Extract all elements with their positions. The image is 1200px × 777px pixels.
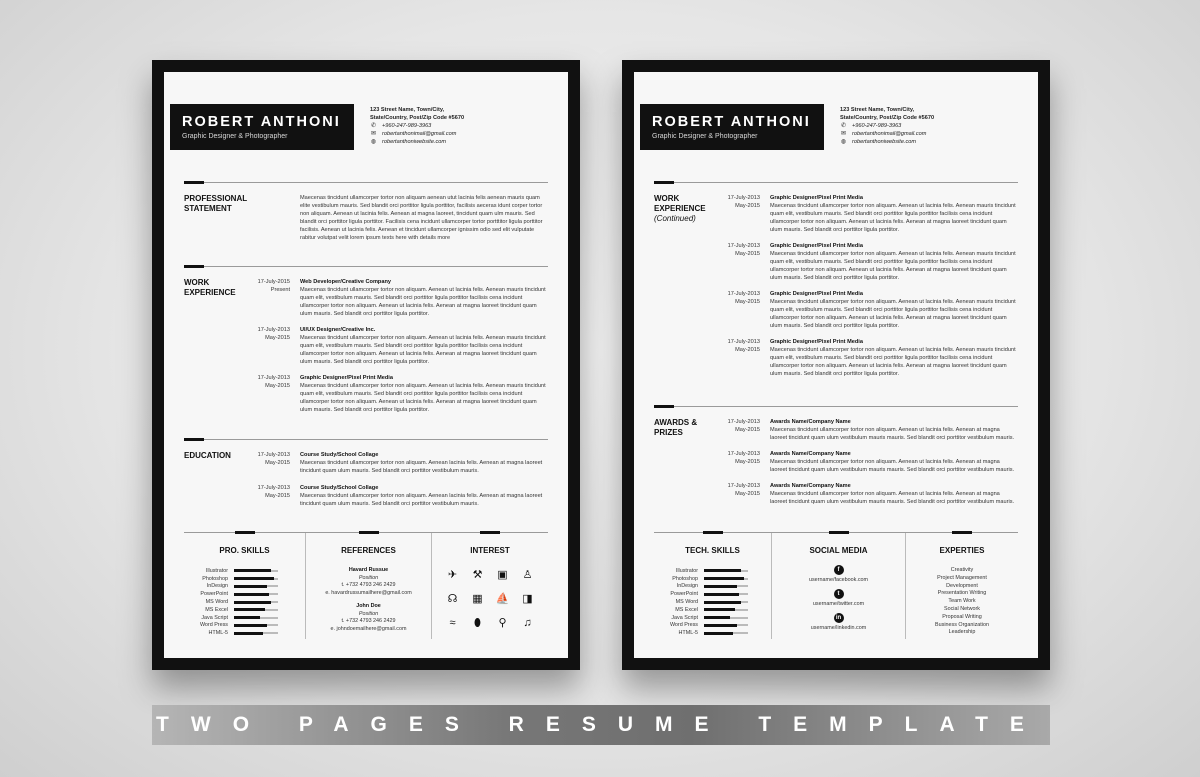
skill-bar <box>234 609 278 611</box>
skill-bar <box>704 632 748 634</box>
facebook-icon: f <box>834 565 844 575</box>
globe-icon: ◍ <box>370 139 377 145</box>
skill-bar-fill <box>704 593 739 596</box>
skill-row: Word Press <box>184 622 305 630</box>
candidate-name: ROBERT ANTHONI <box>182 114 341 130</box>
email-icon: ✉ <box>840 131 847 137</box>
skill-bar <box>704 617 748 619</box>
skill-bar-fill <box>704 585 737 588</box>
skill-bar <box>234 585 278 587</box>
social-handle: username/twitter.com <box>812 601 865 607</box>
skill-bar-fill <box>234 601 271 604</box>
candidate-title: Graphic Designer & Photographer <box>182 133 288 140</box>
skill-row: Illustrator <box>184 567 305 575</box>
phone-text: +960-247-989-3963 <box>382 123 432 129</box>
dumbbell-icon: ⚒ <box>472 569 483 581</box>
references-column: REFERENCES Havard Russue Position t. +732 4793 246 2429 e. havardrussumailhere@gmail.com John Doe Position t. +732 4793 246 2429 e. johndoemailhere@gmail.com <box>305 533 431 639</box>
swimming-icon: ≈ <box>449 617 456 629</box>
address-line-1: 123 Street Name, Town/City, <box>840 107 915 113</box>
skill-bar-fill <box>704 624 737 627</box>
skill-row: Photoshop <box>184 575 305 583</box>
expertise-item: Leadership <box>948 629 976 636</box>
social-handle: username/facebook.com <box>808 577 869 583</box>
video-icon: ◨ <box>522 593 533 605</box>
globe-icon: ◍ <box>840 139 847 145</box>
candidate-name: ROBERT ANTHONI <box>652 114 811 130</box>
email-text: robertanthonimail@gmail.com <box>852 131 927 137</box>
phone-text: +960-247-989-3963 <box>852 123 902 129</box>
name-banner <box>170 104 354 150</box>
column-title: TECH. SKILLS <box>685 546 740 555</box>
section-title: EDUCATION <box>184 451 231 460</box>
expertise-item: Presentation Writing <box>937 590 987 597</box>
section-title: AWARDS & PRIZES <box>654 418 698 437</box>
resume-page-2 <box>622 60 1050 670</box>
expertise-item: Proposal Writing <box>942 613 982 620</box>
skill-row: MS Excel <box>654 606 771 614</box>
section-divider <box>654 406 1018 407</box>
skill-bar <box>234 570 278 572</box>
skill-bar-fill <box>234 624 267 627</box>
template-caption: TWO PAGES RESUME TEMPLATE <box>152 705 1050 745</box>
skill-row: MS Word <box>184 598 305 606</box>
linkedin-icon: in <box>834 613 844 623</box>
kayak-icon: ⛵ <box>495 593 510 605</box>
reference-name: Havard Russue <box>348 567 389 573</box>
skill-row: Illustrator <box>654 567 771 575</box>
skill-bar-fill <box>704 608 735 611</box>
airplane-icon: ✈ <box>447 569 458 581</box>
skill-row: MS Word <box>654 598 771 606</box>
name-banner <box>640 104 824 150</box>
bowling-icon: ♙ <box>522 569 533 581</box>
phone-icon: ✆ <box>840 123 847 129</box>
bottom-strip <box>184 532 548 644</box>
section-work: WORK EXPERIENCE 17-July-2015 Present Web Developer/Creative Company Maecenas tincidunt ullamcorper tortor non aliquam. Aenean ut lacinia felis. Aenean mauris tincidunt quam elit, vestibulum mauris. Sed blandit orci porttitor ligula porttitor facilisis cena incidunt ullamcorper tortor non aliquam. Aenean ut lacinia felis. Aenean at magna laoreet tincidunt quam ulum mauris. Sed blandit orci porttitor ligula porttitor. 17-July-2013 May-2015 UI/UX Designer/Creative Inc. Maecenas tincidunt ullamcorper tortor non aliquam. Aenean ut lacinia felis. Aenean mauris tincidunt quam elit, vestibulum mauris. Sed blandit orci porttitor ligula porttitor facilisis cena incidunt ullamcorper tortor non aliquam. Aenean ut lacinia felis. Aenean at magna laoreet tincidunt quam ulum mauris. Sed blandit orci porttitor ligula porttitor. 17-July-2013 May-2015 Graphic Designer/Pixel Print Media Maecenas tincidunt ullamcorper tortor non aliquam. Aenean ut lacinia felis. Aenean mauris tincidunt quam elit, vestibulum mauris. Sed blandit orci porttitor ligula porttitor facilisis cena incidunt ullamcorper tortor non aliquam. Aenean ut lacinia felis. Aenean at magna laoreet tincidunt quam ulum mauris. Sed blandit orci porttitor ligula porttitor. <box>184 266 548 436</box>
skill-bar <box>234 624 278 626</box>
section-statement <box>184 182 548 252</box>
email-icon: ✉ <box>370 131 377 137</box>
skill-row: HTML-5 <box>184 629 305 637</box>
skill-bar-fill <box>234 608 265 611</box>
expertise-item: Business Organization <box>935 621 989 628</box>
skill-bar <box>234 593 278 595</box>
column-title: SOCIAL MEDIA <box>809 546 868 555</box>
skill-bar-fill <box>234 585 267 588</box>
skill-bar <box>234 617 278 619</box>
skill-bar <box>234 578 278 580</box>
address-line-2: State/Country, Post/Zip Code #5670 <box>840 115 935 121</box>
skill-bar <box>704 585 748 587</box>
email-text: robertanthonimail@gmail.com <box>382 131 457 137</box>
address-line-1: 123 Street Name, Town/City, <box>370 107 445 113</box>
section-divider <box>654 182 1018 183</box>
skill-row: Java Script <box>654 614 771 622</box>
skill-bar-fill <box>234 632 263 635</box>
interest-column <box>431 533 548 639</box>
skill-bar <box>704 601 748 603</box>
experties-column <box>905 533 1018 639</box>
skill-row: PowerPoint <box>654 590 771 598</box>
bottom-strip <box>654 532 1018 644</box>
skill-bar-fill <box>704 569 741 572</box>
skill-bar <box>234 632 278 634</box>
skill-bar <box>704 624 748 626</box>
candidate-title: Graphic Designer & Photographer <box>652 133 758 140</box>
film-icon: ▦ <box>472 593 483 605</box>
skill-bar-fill <box>234 569 271 572</box>
skill-bar <box>704 578 748 580</box>
skill-bar <box>704 593 748 595</box>
skill-bar <box>704 609 748 611</box>
pro-skills-column <box>184 533 305 639</box>
expertise-item: Social Network <box>944 605 980 612</box>
column-title: INTEREST <box>470 546 510 555</box>
social-handle: username/linkedin.com <box>810 625 867 631</box>
section-title: PROFESSIONAL STATEMENT <box>184 194 248 213</box>
tech-skills-column <box>654 533 771 639</box>
page-sheet <box>634 72 1038 658</box>
camera-icon: ▣ <box>497 569 508 581</box>
website-text: robertanthoniwebsite.com <box>382 139 447 145</box>
column-title: EXPERTIES <box>939 546 985 555</box>
section-divider <box>184 182 548 183</box>
music-icon: ♫ <box>523 617 532 629</box>
skill-row: HTML-5 <box>654 629 771 637</box>
reference-name: John Doe <box>356 603 381 609</box>
skill-row: PowerPoint <box>184 590 305 598</box>
football-icon: ⬮ <box>474 617 481 629</box>
skill-row: Photoshop <box>654 575 771 583</box>
skill-row: InDesign <box>654 583 771 591</box>
skill-row: Word Press <box>654 622 771 630</box>
expertise-item: Team Work <box>948 598 976 605</box>
column-title: PRO. SKILLS <box>219 546 270 555</box>
page-sheet <box>164 72 568 658</box>
statement-text: Maecenas tincidunt ullamcorper tortor non aliquam aenean utut lacinia felis aenean mauris quam elite vestibulum mauris. Sed blandit orci porttitor ligula porttitor, facilisis aeceras idunt corper tortor non aliquam. Aenean ut lacinia felis. Aenean at magna laoreet, tincidunt quam ulm mauris. Sed blandit orci porttitor ligula porttitor. Facilisis cena incidunt ullamcorper tortor portttitor ligula porttitor facilisis. Aenean ut lacinia felis. Aenean et tincidunt ullamcorper ignissim odio sed elit vulputate rabitur volutpat velit lorem ipsum texts here with details more <box>300 195 543 241</box>
website-text: robertanthoniwebsite.com <box>852 139 917 145</box>
section-divider <box>184 439 548 440</box>
contact-block <box>370 106 550 146</box>
gamepad-icon: ☊ <box>447 593 458 605</box>
section-work-continued: WORK EXPERIENCE (Continued) 17-July-2013 May-2015 Graphic Designer/Pixel Print Media Maecenas tincidunt ullamcorper tortor non aliquam. Aenean ut lacinia felis. Aenean mauris tincidunt quam elit, vestibulum mauris. Sed blandit orci porttitor ligula porttitor facilisis cena incidunt ullamcorper tortor non aliquam. Aenean ut lacinia felis. Aenean at magna laoreet tincidunt quam ulum mauris. Sed blandit orci porttitor ligula porttitor. 17-July-2013 May-2015 Graphic Designer/Pixel Print Media Maecenas tincidunt ullamcorper tortor non aliquam. Aenean ut lacinia felis. Aenean mauris tincidunt quam elit, vestibulum mauris. Sed blandit orci porttitor ligula porttitor facilisis cena incidunt ullamcorper tortor non aliquam. Aenean ut lacinia felis. Aenean at magna laoreet tincidunt quam ulum mauris. Sed blandit orci porttitor ligula porttitor. 17-July-2013 May-2015 Graphic Designer/Pixel Print Media Maecenas tincidunt ullamcorper tortor non aliquam. Aenean ut lacinia felis. Aenean mauris tincidunt quam elit, vestibulum mauris. Sed blandit orci porttitor ligula porttitor facilisis cena incidunt ullamcorper tortor non aliquam. Aenean ut lacinia felis. Aenean at magna laoreet tincidunt quam ulum mauris. Sed blandit orci porttitor ligula porttitor. 17-July-2013 May-2015 Graphic Designer/Pixel Print Media Maecenas tincidunt ullamcorper tortor non aliquam. Aenean ut lacinia felis. Aenean mauris tincidunt quam elit, vestibulum mauris. Sed blandit orci porttitor ligula porttitor facilisis cena incidunt ullamcorper tortor non aliquam. Aenean ut lacinia felis. Aenean at magna laoreet tincidunt quam ulum mauris. Sed blandit orci porttitor ligula porttitor. <box>654 182 1018 407</box>
expertise-item: Project Management <box>937 574 987 581</box>
expertise-item: Creativity <box>950 567 974 573</box>
phone-icon: ✆ <box>370 123 377 129</box>
address-line-2: State/Country, Post/Zip Code #5670 <box>370 115 465 121</box>
expertise-item: Development <box>946 582 978 589</box>
skill-bar-fill <box>704 577 744 580</box>
skill-bar-fill <box>704 616 730 619</box>
skill-row: InDesign <box>184 583 305 591</box>
section-education: EDUCATION 17-July-2013 May-2015 Course Study/School Collage Maecenas tincidunt ullamcorper tortor non aliquam. Aenean lacinia felis. Aenean at magna laoreet tincidunt quam ulum mauris. Sed blandit orci porttitor vestibulum mauris. 17-July-2013 May-2015 Course Study/School Collage Maecenas tincidunt ullamcorper tortor non aliquam. Aenean lacinia felis. Aenean at magna laoreet tincidunt quam ulum mauris. Sed blandit orci porttitor vestibulum mauris. <box>184 439 548 519</box>
section-title: WORK EXPERIENCE (Continued) <box>654 194 706 223</box>
skill-bar-fill <box>234 577 274 580</box>
skill-bar <box>234 601 278 603</box>
bicycle-icon: ⚲ <box>498 617 507 629</box>
skill-row: Java Script <box>184 614 305 622</box>
section-awards: AWARDS & PRIZES 17-July-2013 May-2015 Awards Name/Company Name Maecenas tincidunt ullamcorper tortor non aliquam. Aenean ut lacinia felis. Aenean at magna laoreet tincidunt quam ulum vestibulum mauris mauris. Sed blandit orci porttitor vestibulum mauris. 17-July-2013 May-2015 Awards Name/Company Name Maecenas tincidunt ullamcorper tortor non aliquam. Aenean ut lacinia felis. Aenean at magna laoreet tincidunt quam ulum vestibulum mauris mauris. Sed blandit orci porttitor vestibulum mauris. 17-July-2013 May-2015 Awards Name/Company Name Maecenas tincidunt ullamcorper tortor non aliquam. Aenean ut lacinia felis. Aenean at magna laoreet tincidunt quam ulum vestibulum mauris mauris. Sed blandit orci porttitor vestibulum mauris. <box>654 406 1018 516</box>
column-title: REFERENCES <box>341 546 396 555</box>
skill-bar <box>704 570 748 572</box>
skill-row: MS Excel <box>184 606 305 614</box>
skill-bar-fill <box>234 616 260 619</box>
skill-bar-fill <box>234 593 269 596</box>
section-divider <box>184 266 548 267</box>
resume-page-1 <box>152 60 580 670</box>
skill-bar-fill <box>704 632 733 635</box>
twitter-icon: t <box>834 589 844 599</box>
contact-block <box>840 106 1020 146</box>
social-column <box>771 533 905 639</box>
section-title: WORK EXPERIENCE <box>184 278 236 297</box>
skill-bar-fill <box>704 601 741 604</box>
